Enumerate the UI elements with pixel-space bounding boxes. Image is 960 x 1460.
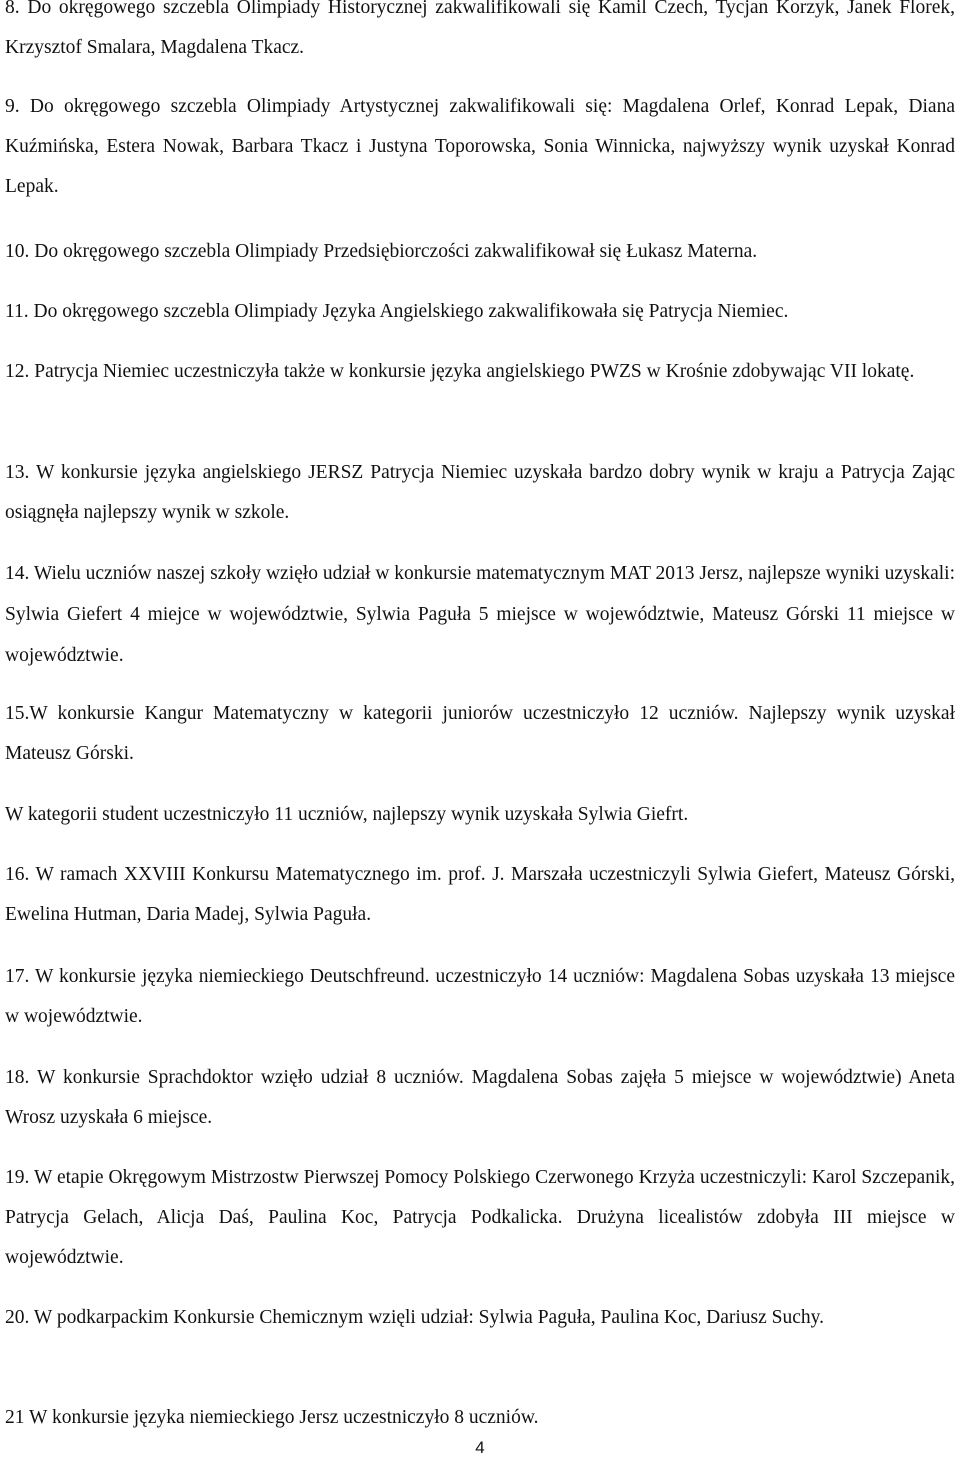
list-item-8: 8. Do okręgowego szczebla Olimpiady Historycznej zakwalifikowali się Kamil Czech, Tycjan Korzyk, Janek Florek, Krzysztof Smalara, Magdalena Tkacz. [5,0,955,58]
list-item-13: 13. W konkursie języka angielskiego JERSZ Patrycja Niemiec uzyskała bardzo dobry wynik w kraju a Patrycja Zając osiągnęła najlepszy wynik w szkole. [5,462,955,523]
list-item-12: 12. Patrycja Niemiec uczestniczyła także w konkursie języka angielskiego PWZS w Krośnie zdobywając VII lokatę. [5,361,915,382]
list-item-16: 16. W ramach XXVIII Konkursu Matematycznego im. prof. J. Marszała uczestniczyli Sylwia Giefert, Mateusz Górski, Ewelina Hutman, Daria Madej, Sylwia Paguła. [5,864,955,925]
list-item-15-continued: W kategorii student uczestniczyło 11 uczniów, najlepszy wynik uzyskała Sylwia Giefrt. [5,804,689,825]
list-item-21: 21 W konkursie języka niemieckiego Jersz uczestniczyło 8 uczniów. [5,1407,539,1428]
list-item-10: 10. Do okręgowego szczebla Olimpiady Przedsiębiorczości zakwalifikował się Łukasz Materna. [5,241,758,262]
list-item-17: 17. W konkursie języka niemieckiego Deutschfreund. uczestniczyło 14 uczniów: Magdalena Sobas uzyskała 13 miejsce w województwie. [5,966,955,1027]
list-item-20: 20. W podkarpackim Konkursie Chemicznym wzięli udział: Sylwia Paguła, Paulina Koc, Dariusz Suchy. [5,1307,825,1328]
list-item-18: 18. W konkursie Sprachdoktor wzięło udział 8 uczniów. Magdalena Sobas zajęła 5 miejsce w województwie) Aneta Wrosz uzyskała 6 miejsce. [5,1067,955,1128]
list-item-9: 9. Do okręgowego szczebla Olimpiady Artystycznej zakwalifikowali się: Magdalena Orlef, Konrad Lepak, Diana Kuźmińska, Estera Nowak, Barbara Tkacz i Justyna Toporowska, Sonia Winnicka, najwyższy wynik uzyskał Konrad Lepak. [5,96,955,197]
list-item-19: 19. W etapie Okręgowym Mistrzostw Pierwszej Pomocy Polskiego Czerwonego Krzyża uczestniczyli: Karol Szczepanik, Patrycja Gelach, Alicja Daś, Paulina Koc, Patrycja Podkalicka. Drużyna licealistów zdobyła III miejsce w województwie. [5,1167,955,1268]
page-number: 4 [475,1438,485,1457]
list-item-11: 11. Do okręgowego szczebla Olimpiady Języka Angielskiego zakwalifikowała się Patrycja Niemiec. [5,301,789,322]
list-item-15: 15.W konkursie Kangur Matematyczny w kategorii juniorów uczestniczyło 12 uczniów. Najlepszy wynik uzyskał Mateusz Górski. [5,703,955,764]
list-item-14: 14. Wielu uczniów naszej szkoły wzięło udział w konkursie matematycznym MAT 2013 Jersz, najlepsze wyniki uzyskali: Sylwia Giefert 4 miejce w województwie, Sylwia Paguła 5 miejsce w województwie, Mateusz Górski 11 miejsce w województwie. [5,563,955,666]
